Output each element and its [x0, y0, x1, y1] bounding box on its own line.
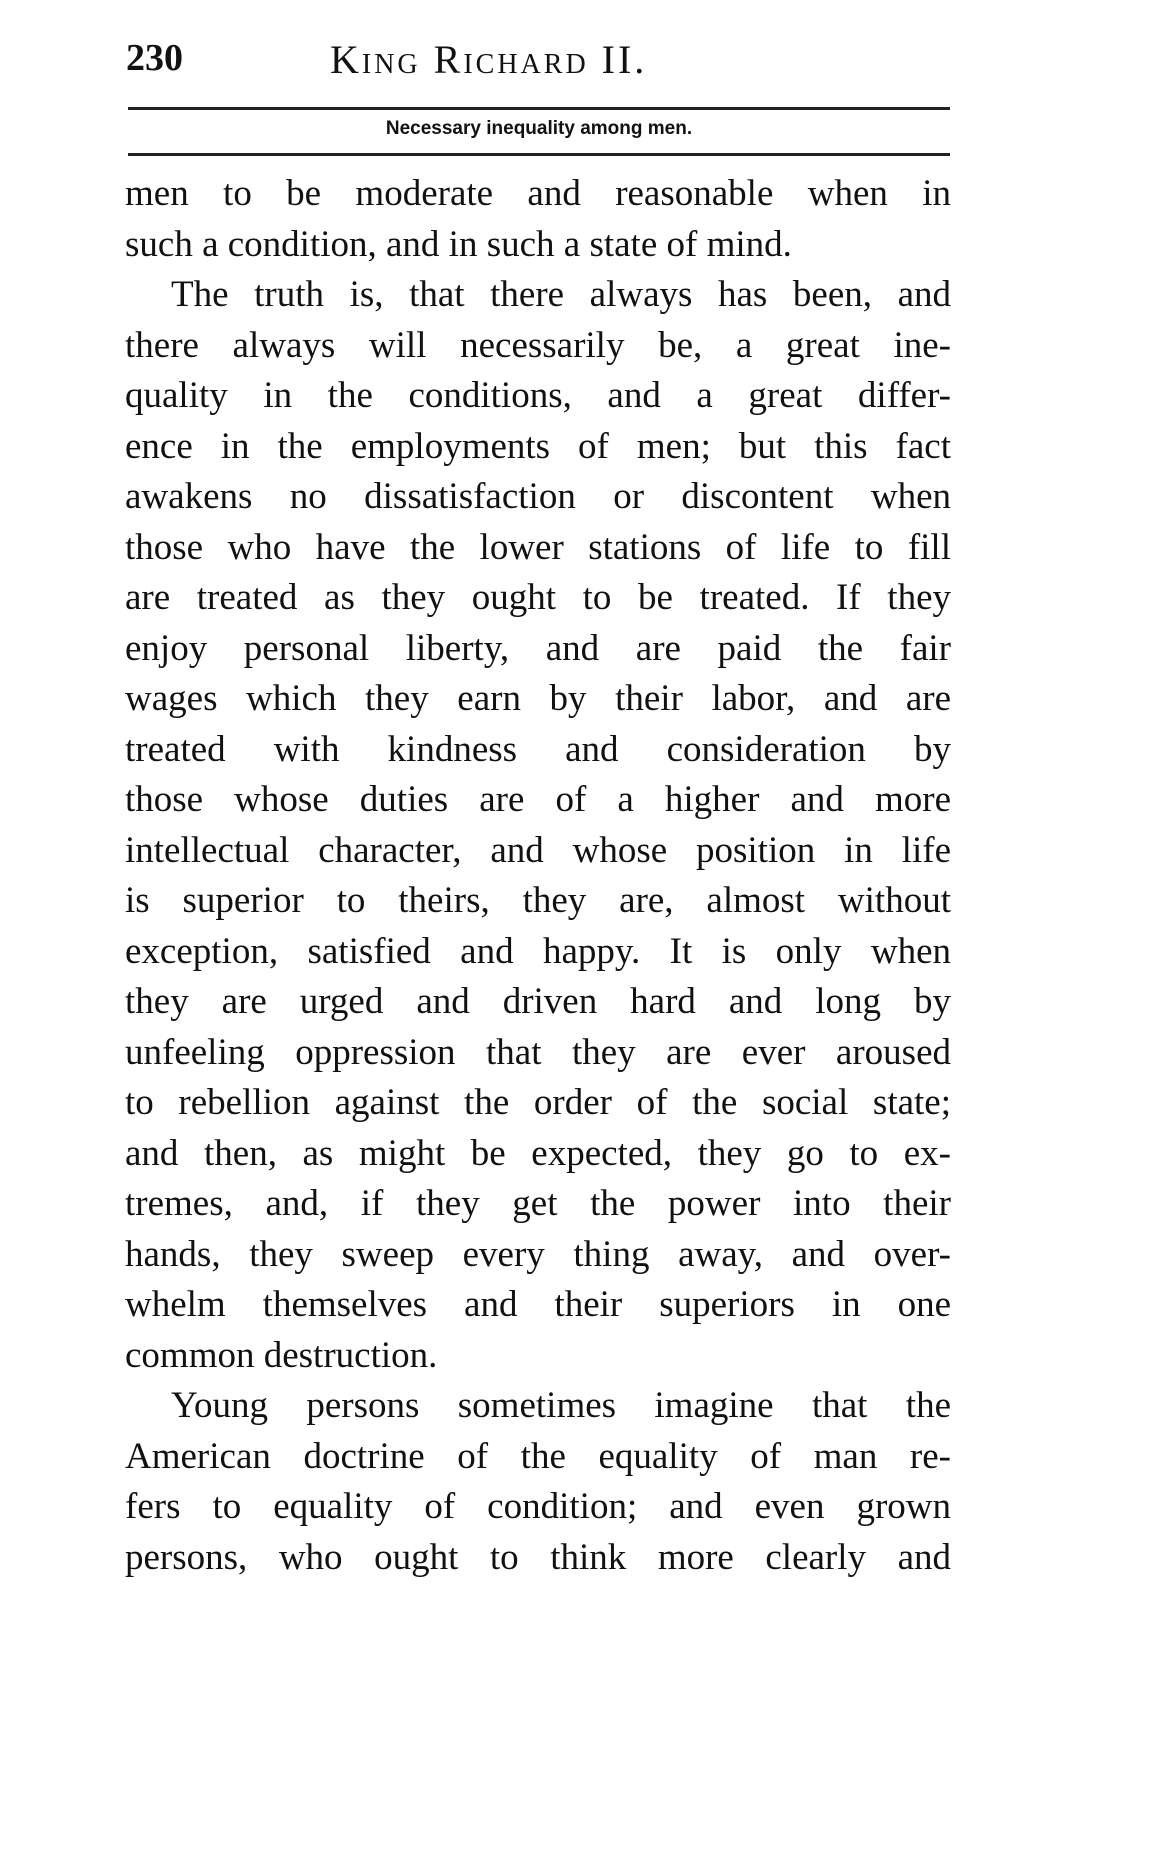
section-subtitle: Necessary inequality among men.: [385, 118, 693, 139]
text-line: they are urged and driven hard and long by: [125, 981, 951, 1022]
text-line: men to be moderate and reasonable when in: [125, 173, 951, 214]
text-line: those who have the lower stations of life to fill: [125, 526, 951, 568]
text-line: there always will necessarily be, a great ine-: [125, 324, 951, 366]
text-line: exception, satisfied and happy. It is only when: [125, 930, 951, 972]
header-rule-top: [128, 107, 950, 110]
text-line: those whose duties are of a higher and more: [125, 779, 951, 820]
text-line: common destruction.: [125, 1334, 438, 1376]
text-line: and then, as might be expected, they go to ex-: [125, 1132, 951, 1174]
text-line: unfeeling oppression that they are ever aroused: [125, 1031, 951, 1073]
running-title: King Richard II.: [330, 37, 648, 82]
text-line: quality in the conditions, and a great differ-: [125, 375, 951, 416]
body-text: [125, 169, 951, 1583]
text-line: awakens no dissatisfaction or discontent when: [125, 476, 951, 517]
text-line: is superior to theirs, they are, almost without: [125, 880, 951, 921]
text-line: treated with kindness and consideration by: [125, 728, 951, 770]
text-line: wages which they earn by their labor, and are: [125, 678, 951, 719]
text-line: fers to equality of condition; and even grown: [125, 1486, 951, 1527]
text-line: such a condition, and in such a state of mind.: [125, 223, 792, 265]
text-line: American doctrine of the equality of man re-: [125, 1435, 951, 1477]
text-line: intellectual character, and whose position in life: [125, 829, 951, 871]
page-number: 230: [126, 37, 183, 79]
text-line: hands, they sweep every thing away, and over-: [125, 1233, 951, 1275]
text-line: are treated as they ought to be treated. If they: [125, 577, 951, 618]
text-line: ence in the employments of men; but this fact: [125, 425, 951, 467]
text-line: persons, who ought to think more clearly and: [125, 1536, 951, 1578]
text-line: The truth is, that there always has been, and: [171, 274, 951, 315]
header-rule-bottom: [128, 153, 950, 156]
text-line: tremes, and, if they get the power into their: [125, 1183, 951, 1224]
text-line: enjoy personal liberty, and are paid the fair: [125, 627, 951, 669]
text-line: to rebellion against the order of the social state;: [125, 1082, 951, 1123]
text-line: whelm themselves and their superiors in one: [125, 1284, 951, 1325]
text-line: Young persons sometimes imagine that the: [171, 1385, 951, 1426]
